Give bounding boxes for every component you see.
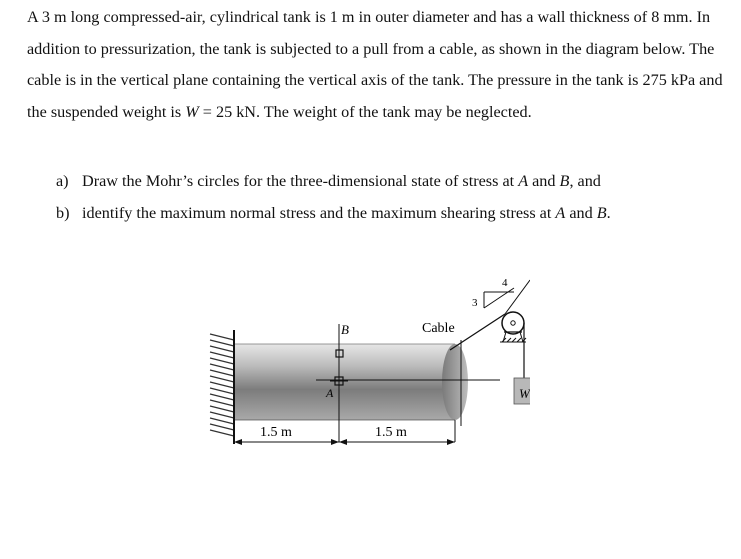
problem-statement (27, 2, 733, 128)
cylindrical-tank (235, 344, 468, 420)
question-text: and (565, 203, 597, 222)
cable-slope-indicator (472, 277, 514, 309)
question-label: b) (56, 203, 70, 222)
suspended-weight (514, 323, 530, 404)
label-cable: Cable (422, 321, 455, 336)
question-list (56, 166, 611, 229)
label-weight: W (519, 386, 530, 401)
point-b-ref: B (596, 203, 607, 222)
weight-symbol: W (185, 102, 199, 121)
question-text: Draw the Mohr’s circles for the three-dimensional state of stress at (82, 172, 519, 190)
question-item-a (56, 166, 611, 198)
weight-value: = 25 kN. The weight of the tank may be neglected. (198, 102, 532, 121)
point-a-ref: A (518, 172, 529, 190)
dim-label-right: 1.5 m (375, 425, 407, 440)
problem-intro: A 3 m long compressed-air, cylindrical tank is 1 m in outer diameter and has a wall thickness of 8 mm. In addition to pressurization, the tank is subjected to a pull from a cable, as shown in the diagram below. The cable is in the vertical plane containing the vertical axis of the tank. The pressure in the tank is 275 kPa and the suspended weight is (27, 8, 723, 121)
point-a-ref: A (555, 203, 566, 222)
question-item-b (56, 198, 611, 230)
dim-label-left: 1.5 m (260, 425, 292, 440)
question-label: a) (56, 172, 69, 190)
question-text: and (528, 172, 560, 190)
fixed-wall-support (208, 330, 234, 444)
question-text: identify the maximum normal stress and the maximum shearing stress at (82, 203, 556, 222)
label-slope-run: 4 (502, 277, 508, 289)
point-b-ref: B (559, 172, 570, 190)
label-point-b: B (341, 322, 349, 337)
question-text: . (606, 203, 611, 222)
label-slope-rise: 3 (472, 297, 478, 309)
tank-diagram (200, 258, 530, 450)
question-text: , and (569, 172, 601, 190)
pulley (500, 312, 526, 342)
label-point-a: A (326, 386, 334, 400)
dimension-lines (234, 420, 455, 445)
